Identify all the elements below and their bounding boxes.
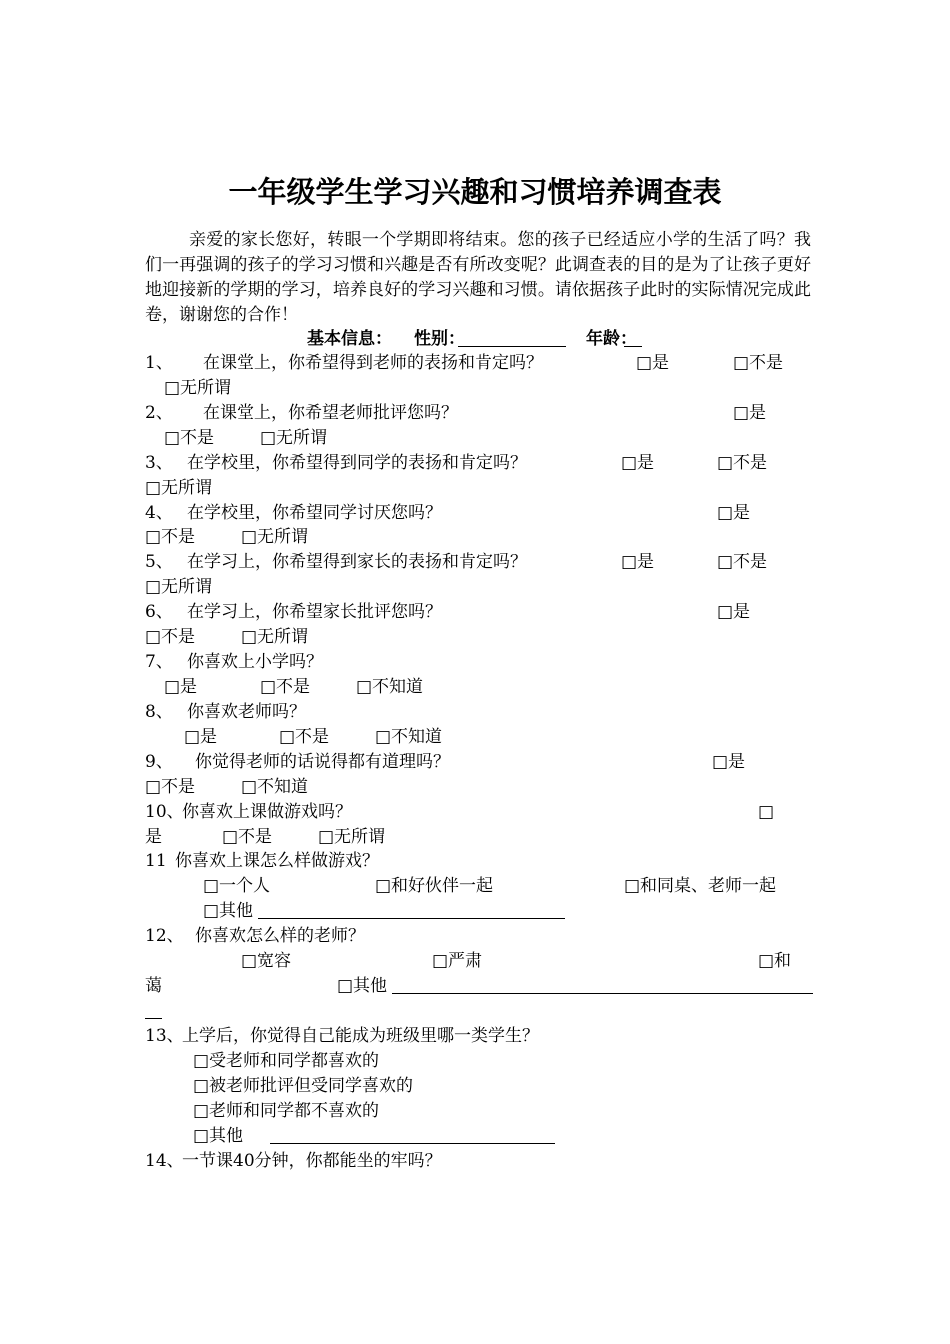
question-number: 2、 — [145, 403, 173, 423]
option-indifferent[interactable]: □无所谓 — [260, 428, 328, 448]
option-yes-box[interactable]: □ — [758, 802, 775, 822]
option-yes[interactable]: □是 — [184, 727, 218, 747]
option-liked-by-none[interactable]: □老师和同学都不喜欢的 — [193, 1101, 380, 1121]
age-input-line[interactable] — [624, 346, 642, 347]
question-text: 在课堂上，你希望老师批评您吗？ — [203, 403, 458, 423]
option-yes[interactable]: □是 — [164, 677, 198, 697]
option-yes-label[interactable]: 是 — [145, 827, 162, 847]
question-number: 14、 — [145, 1151, 184, 1171]
option-no[interactable]: □不是 — [164, 428, 215, 448]
option-yes[interactable]: □是 — [712, 752, 746, 772]
option-indifferent[interactable]: □无所谓 — [145, 577, 213, 597]
question-text: 在学校里，你希望同学讨厌您吗？ — [187, 503, 442, 523]
question-text: 你喜欢怎么样的老师？ — [195, 926, 365, 946]
question-text: 在学习上，你希望家长批评您吗？ — [187, 602, 442, 622]
option-yes[interactable]: □是 — [733, 403, 767, 423]
question-number: 9、 — [145, 752, 173, 772]
question-number: 5、 — [145, 552, 173, 572]
option-no[interactable]: □不是 — [222, 827, 273, 847]
page-title: 一年级学生学习兴趣和习惯培养调查表 — [228, 175, 722, 209]
question-text: 你喜欢老师吗？ — [187, 702, 306, 722]
option-liked-by-all[interactable]: □受老师和同学都喜欢的 — [193, 1051, 380, 1071]
option-kind-end[interactable]: 蔼 — [145, 976, 162, 996]
age-label: 年龄： — [586, 329, 637, 349]
other-input-line-continued[interactable] — [145, 1018, 162, 1019]
option-strict[interactable]: □严肃 — [432, 951, 483, 971]
option-no[interactable]: □不是 — [717, 453, 768, 473]
option-yes[interactable]: □是 — [717, 503, 751, 523]
question-number: 11 — [145, 851, 167, 871]
other-input-line[interactable] — [258, 918, 565, 919]
question-text: 你喜欢上小学吗？ — [187, 652, 323, 672]
question-text: 在学校里，你希望得到同学的表扬和肯定吗？ — [187, 453, 527, 473]
question-number: 6、 — [145, 602, 173, 622]
option-indifferent[interactable]: □无所谓 — [241, 627, 309, 647]
option-indifferent[interactable]: □无所谓 — [164, 378, 232, 398]
option-no[interactable]: □不是 — [717, 552, 768, 572]
option-other[interactable]: □其他 — [203, 901, 254, 921]
question-number: 1、 — [145, 353, 173, 373]
question-text: 在课堂上，你希望得到老师的表扬和肯定吗？ — [203, 353, 543, 373]
option-alone[interactable]: □一个人 — [203, 876, 271, 896]
question-number: 3、 — [145, 453, 173, 473]
intro-paragraph: 亲爱的家长您好，转眼一个学期即将结束。您的孩子已经适应小学的生活了吗？我们一再强调的孩子的学习习惯和兴趣是否有所改变呢？此调查表的目的是为了让孩子更好地迎接新的学期的学习，培养良好的学习兴趣和习惯。请依据孩子此时的实际情况完成此卷，谢谢您的合作！ — [145, 230, 811, 325]
question-number: 4、 — [145, 503, 173, 523]
other-input-line[interactable] — [270, 1143, 555, 1144]
question-number: 13、 — [145, 1026, 184, 1046]
option-no[interactable]: □不是 — [145, 527, 196, 547]
gender-input-line[interactable] — [458, 346, 566, 347]
question-text: 上学后，你觉得自己能成为班级里哪一类学生？ — [182, 1026, 539, 1046]
option-other[interactable]: □其他 — [337, 976, 388, 996]
question-number: 7、 — [145, 652, 173, 672]
option-yes[interactable]: □是 — [621, 552, 655, 572]
option-no[interactable]: □不是 — [733, 353, 784, 373]
option-dont-know[interactable]: □不知道 — [241, 777, 309, 797]
question-text: 你觉得老师的话说得都有道理吗？ — [195, 752, 450, 772]
question-text: 你喜欢上课怎么样做游戏？ — [175, 851, 379, 871]
option-tolerant[interactable]: □宽容 — [241, 951, 292, 971]
option-indifferent[interactable]: □无所谓 — [145, 478, 213, 498]
question-text: 在学习上，你希望得到家长的表扬和肯定吗？ — [187, 552, 527, 572]
option-yes[interactable]: □是 — [636, 353, 670, 373]
other-input-line[interactable] — [392, 993, 813, 994]
option-yes[interactable]: □是 — [621, 453, 655, 473]
option-with-deskmate-teacher[interactable]: □和同桌、老师一起 — [624, 876, 777, 896]
option-indifferent[interactable]: □无所谓 — [318, 827, 386, 847]
question-number: 10、 — [145, 802, 184, 822]
option-dont-know[interactable]: □不知道 — [356, 677, 424, 697]
basic-info-label: 基本信息： — [307, 329, 392, 349]
option-no[interactable]: □不是 — [279, 727, 330, 747]
question-number: 12、 — [145, 926, 184, 946]
gender-label: 性别： — [414, 329, 465, 349]
option-other[interactable]: □其他 — [193, 1126, 244, 1146]
option-yes[interactable]: □是 — [717, 602, 751, 622]
option-criticized-but-liked[interactable]: □被老师批评但受同学喜欢的 — [193, 1076, 414, 1096]
option-no[interactable]: □不是 — [145, 627, 196, 647]
option-dont-know[interactable]: □不知道 — [375, 727, 443, 747]
question-number: 8、 — [145, 702, 173, 722]
option-indifferent[interactable]: □无所谓 — [241, 527, 309, 547]
option-no[interactable]: □不是 — [145, 777, 196, 797]
option-no[interactable]: □不是 — [260, 677, 311, 697]
option-kind-start[interactable]: □和 — [758, 951, 792, 971]
question-text: 一节课40分钟，你都能坐的牢吗？ — [182, 1151, 442, 1171]
question-text: 你喜欢上课做游戏吗？ — [182, 802, 352, 822]
option-with-friends[interactable]: □和好伙伴一起 — [375, 876, 494, 896]
